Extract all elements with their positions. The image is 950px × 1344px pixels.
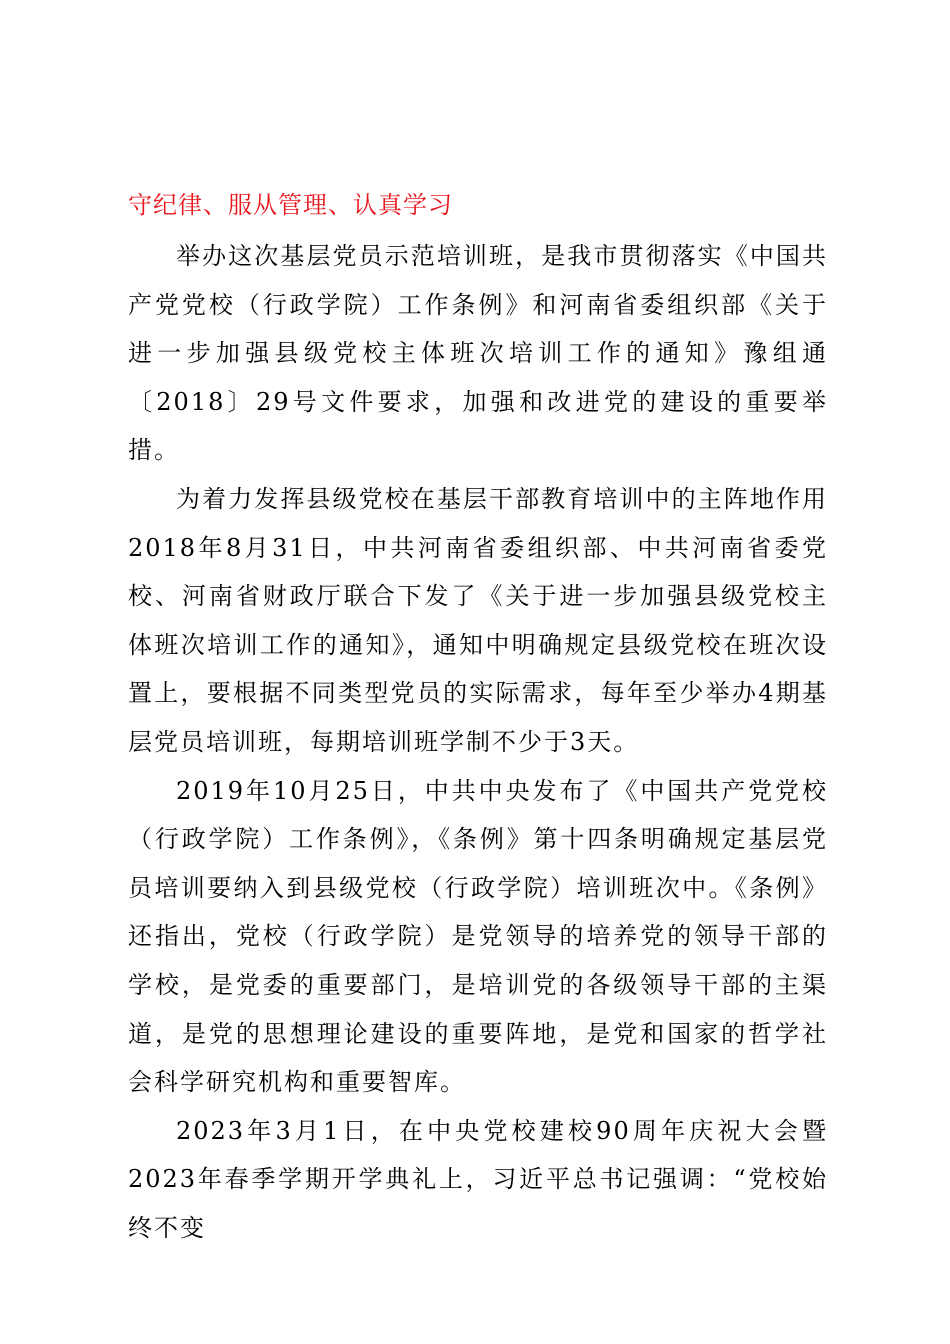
document-page (128, 182, 828, 1252)
section-heading: 守纪律、服从管理、认真学习 (128, 191, 453, 219)
paragraph-training-class: 举办这次基层党员示范培训班，是我市贯彻落实《中国共产党党校（行政学院）工作条例》和河南省委组织部《关于进一步加强县级党校主体班次培训工作的通知》豫组通〔2018〕29号文件要求，加强和改进党的建设的重要举措。 (128, 242, 828, 465)
paragraph-regulations: 2019年10月25日，中共中央发布了《中国共产党党校（行政学院）工作条例》，《条例》第十四条明确规定基层党员培训要纳入到县级党校（行政学院）培训班次中。《条例》还指出，党校（行政学院）是党领导的培养党的领导干部的学校，是党委的重要部门，是培训党的各级领导干部的主渠道，是党的思想理论建设的重要阵地，是党和国家的哲学社会科学研究机构和重要智库。 (128, 776, 828, 1097)
paragraph-90th-anniversary: 2023年3月1日，在中央党校建校90周年庆祝大会暨2023年春季学期开学典礼上，习近平总书记强调：“党校始终不变 (128, 1116, 828, 1242)
paragraph-county-party-school: 为着力发挥县级党校在基层干部教育培训中的主阵地作用2018年8月31日，中共河南省委组织部、中共河南省委党校、河南省财政厅联合下发了《关于进一步加强县级党校主体班次培训工作的通知》，通知中明确规定县级党校在班次设置上，要根据不同类型党员的实际需求，每年至少举办4期基层党员培训班，每期培训班学制不少于3天。 (128, 484, 828, 756)
